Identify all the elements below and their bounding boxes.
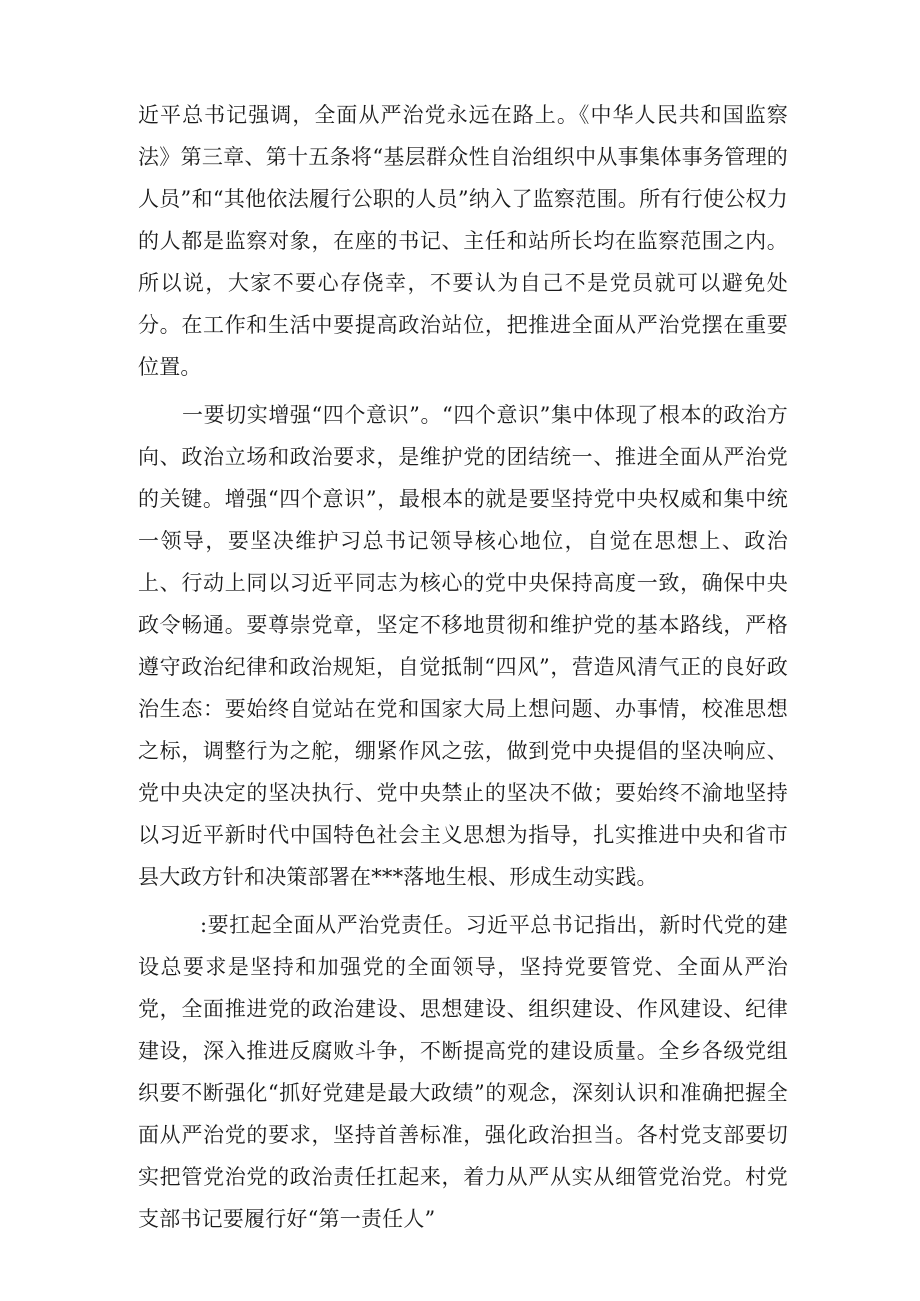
paragraph-1: 近平总书记强调，全面从严治党永远在路上。《中华人民共和国监察法》第三章、第十五条将“基层群众性自治组织中从事集体事务管理的人员”和“其他依法履行公职的人员”纳入了监察范围。所有行使公权力的人都是监察对象，在座的书记、主任和站所长均在监察范围之内。所以说，大家不要心存侥幸，不要认为自己不是党员就可以避免处分。在工作和生活中要提高政治站位，把推进全面从严治党摆在重要位置。 — [138, 103, 788, 379]
document-body — [138, 94, 788, 1240]
paragraph-2: 一要切实增强“四个意识”。“四个意识”集中体现了根本的政治方向、政治立场和政治要求，是维护党的团结统一、推进全面从严治党的关键。增强“四个意识”，最根本的就是要坚持党中央权威和集中统一领导，要坚决维护习总书记领导核心地位，自觉在思想上、政治上、行动上同以习近平同志为核心的党中央保持高度一致，确保中央政令畅通。要尊崇党章，坚定不移地贯彻和维护党的基本路线，严格遵守政治纪律和政治规矩，自觉抵制“四风”，营造风清气正的良好政治生态：要始终自觉站在党和国家大局上想问题、办事情，校准思想之标，调整行为之舵，绷紧作风之弦，做到党中央提倡的坚决响应、党中央决定的坚决执行、党中央禁止的坚决不做；要始终不渝地坚持以习近平新时代中国特色社会主义思想为指导，扎实推进中央和省市县大政方针和决策部署在***落地生根、形成生动实践。 — [138, 403, 788, 889]
paragraph-3: :要扛起全面从严治党责任。习近平总书记指出，新时代党的建设总要求是坚持和加强党的全面领导，坚持党要管党、全面从严治党，全面推进党的政治建设、思想建设、组织建设、作风建设、纪律建设，深入推进反腐败斗争，不断提高党的建设质量。全乡各级党组织要不断强化“抓好党建是最大政绩”的观念，深刻认识和准确把握全面从严治党的要求，坚持首善标准，强化政治担当。各村党支部要切实把管党治党的政治责任扛起来，着力从严从实从细管党治党。村党支部书记要履行好“第一责任人” — [138, 913, 788, 1231]
